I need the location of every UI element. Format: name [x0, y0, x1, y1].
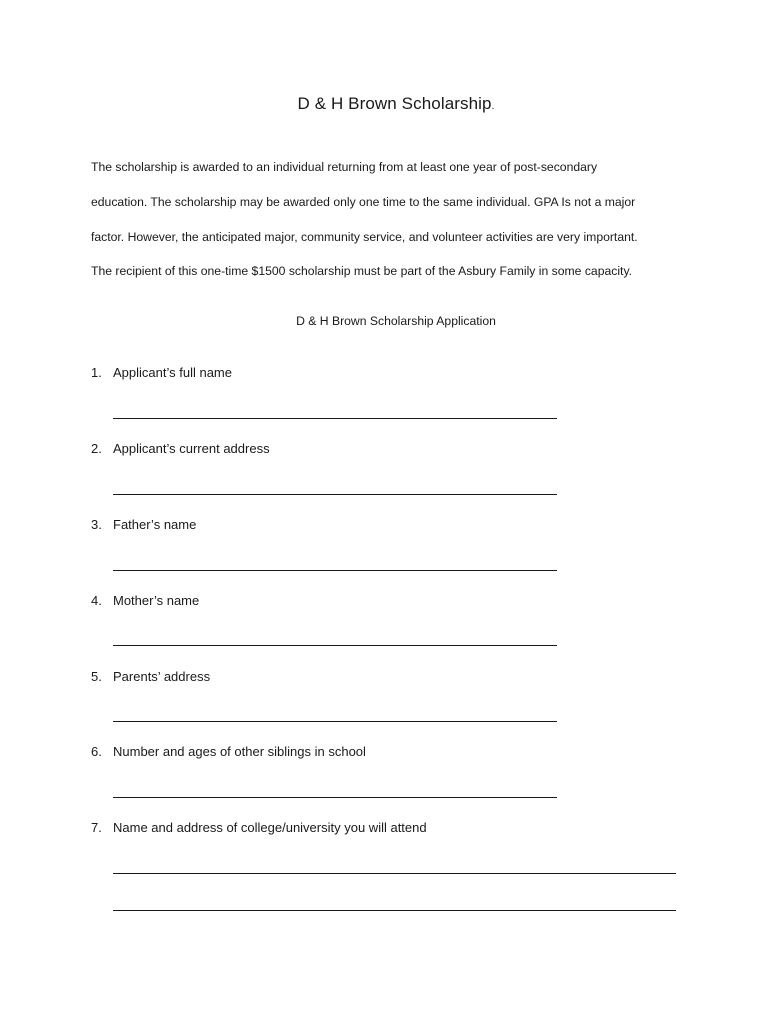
question-label: Parents’ address [113, 669, 211, 684]
question-label: Applicant’s current address [113, 441, 270, 456]
question-number: 6. [91, 744, 102, 759]
question-number: 1. [91, 365, 102, 380]
title-suffix: . [491, 101, 495, 112]
question-5 [91, 669, 210, 684]
question-number: 4. [91, 593, 102, 608]
intro-line: The scholarship is awarded to an individual returning from at least one year of post-secondary [91, 160, 598, 174]
answer-line-father-name[interactable] [113, 570, 557, 571]
page-title [0, 94, 770, 114]
answer-line-college-1[interactable] [113, 873, 676, 874]
answer-line-college-2[interactable] [113, 910, 676, 911]
question-number: 7. [91, 820, 102, 835]
question-label: Number and ages of other siblings in school [113, 744, 366, 759]
question-label: Father’s name [113, 517, 197, 532]
question-number: 5. [91, 669, 102, 684]
question-label: Name and address of college/university you will attend [113, 820, 427, 835]
intro-line: factor. However, the anticipated major, community service, and volunteer activities are very important. [91, 230, 638, 244]
question-label: Mother’s name [113, 593, 200, 608]
question-7 [91, 820, 427, 835]
answer-line-current-address[interactable] [113, 494, 557, 495]
question-number: 3. [91, 517, 102, 532]
question-number: 2. [91, 441, 102, 456]
answer-line-parents-address[interactable] [113, 721, 557, 722]
application-subtitle: D & H Brown Scholarship Application [296, 314, 496, 328]
question-3 [91, 517, 196, 532]
title-text: D & H Brown Scholarship [297, 94, 492, 113]
question-4 [91, 593, 199, 608]
answer-line-siblings[interactable] [113, 797, 557, 798]
intro-line: education. The scholarship may be awarded only one time to the same individual. GPA Is not a major [91, 195, 636, 209]
question-1 [91, 365, 232, 380]
answer-line-mother-name[interactable] [113, 645, 557, 646]
intro-line: The recipient of this one-time $1500 scholarship must be part of the Asbury Family in some capacity. [91, 264, 633, 278]
question-label: Applicant’s full name [113, 365, 232, 380]
question-6 [91, 744, 366, 759]
answer-line-full-name[interactable] [113, 418, 557, 419]
question-2 [91, 441, 270, 456]
